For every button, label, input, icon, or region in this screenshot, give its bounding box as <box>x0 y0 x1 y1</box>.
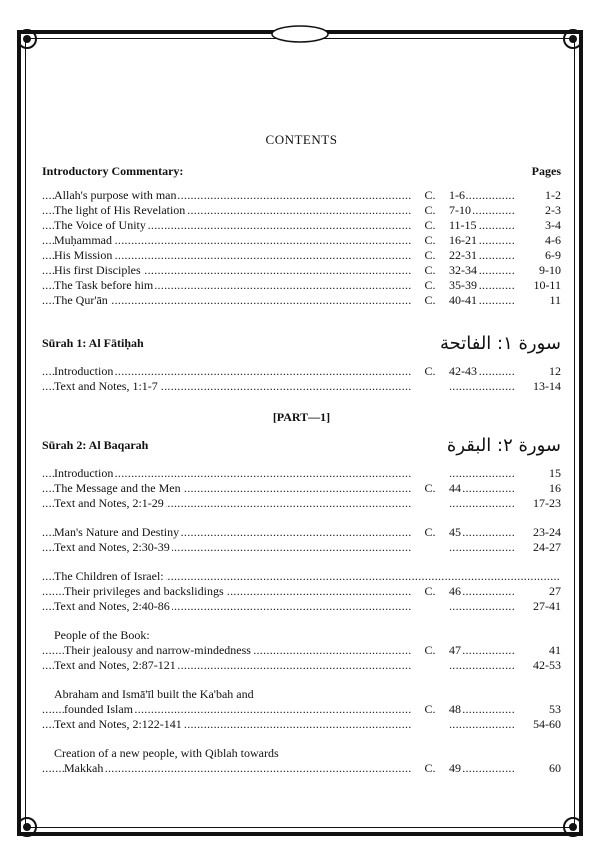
commentary-ref-text: 42-43 <box>449 364 477 378</box>
toc-entry-label: Allah's purpose with man <box>54 188 177 202</box>
toc-entry <box>42 540 561 555</box>
toc-entry-label: The Message and the Men <box>54 481 181 495</box>
commentary-marker: C. <box>424 525 436 539</box>
corner-ornament-icon <box>14 814 40 840</box>
toc-entry <box>42 188 561 203</box>
toc-entry-label: Muḥammad <box>54 233 112 247</box>
commentary-ref <box>449 203 515 218</box>
commentary-ref-text: 22-31 <box>449 248 477 262</box>
toc-entry <box>42 233 561 248</box>
toc-entry <box>42 481 561 496</box>
surah1-heading: Sūrah 1: Al Fātiḥah <box>42 335 144 350</box>
toc-entry <box>42 658 561 673</box>
commentary-ref <box>449 496 515 511</box>
page-number: 53 <box>549 702 561 716</box>
commentary-marker: C. <box>424 293 436 307</box>
page-number: 16 <box>549 481 561 495</box>
page-number: 60 <box>549 761 561 775</box>
page-number: 11 <box>549 293 561 307</box>
commentary-ref-text: 49 <box>449 761 461 775</box>
toc-entry <box>42 643 561 658</box>
page-number: 23-24 <box>533 525 561 539</box>
commentary-ref <box>449 379 515 394</box>
page-number: 12 <box>549 364 561 378</box>
toc-entry-label: Text and Notes, 2:122-141 <box>54 717 182 731</box>
commentary-ref <box>449 364 515 379</box>
toc-entry-label: His first Disciples <box>54 263 141 277</box>
toc-entry <box>42 628 561 643</box>
toc-entry-label: Makkah <box>64 761 104 775</box>
surah1-header <box>42 330 561 356</box>
commentary-ref <box>449 702 515 717</box>
toc-entry <box>42 263 561 278</box>
surah2-header <box>42 432 561 458</box>
toc-entry <box>42 717 561 732</box>
commentary-marker: C. <box>424 248 436 262</box>
pages-label: Pages <box>531 164 561 178</box>
page-number: 15 <box>549 466 561 480</box>
commentary-marker: C. <box>424 203 436 217</box>
commentary-ref-text: 47 <box>449 643 461 657</box>
page-number: 4-6 <box>545 233 561 247</box>
toc-entry-label: Text and Notes, 2:40-86 <box>54 599 170 613</box>
commentary-ref <box>449 584 515 599</box>
corner-ornament-icon <box>560 814 586 840</box>
toc-entry-label: The Voice of Unity <box>54 218 146 232</box>
intro-header <box>42 162 561 180</box>
toc-entry <box>42 525 561 540</box>
surah1-arabic: سورة ١: الفاتحة <box>439 332 561 354</box>
commentary-marker: C. <box>424 702 436 716</box>
surah2-arabic: سورة ٢: البقرة <box>446 434 561 456</box>
page-number: 13-14 <box>533 379 561 393</box>
commentary-ref <box>449 761 515 776</box>
commentary-marker: C. <box>424 218 436 232</box>
commentary-marker: C. <box>424 643 436 657</box>
toc-entry <box>42 278 561 293</box>
commentary-ref-text <box>449 540 450 554</box>
commentary-ref <box>449 643 515 658</box>
toc-entry-label: Text and Notes, 2:1-29 <box>54 496 164 510</box>
page-number: 42-53 <box>533 658 561 672</box>
toc-entry <box>42 293 561 308</box>
page-number: 10-11 <box>533 278 561 292</box>
commentary-ref-text: 1-6 <box>449 188 465 202</box>
commentary-ref-text: 11-15 <box>449 218 477 232</box>
toc-entry-label: The Children of Israel: <box>54 569 164 583</box>
page-title: CONTENTS <box>265 132 338 147</box>
commentary-ref <box>449 599 515 614</box>
commentary-marker: C. <box>424 584 436 598</box>
commentary-marker: C. <box>424 364 436 378</box>
commentary-ref <box>449 248 515 263</box>
corner-ornament-icon <box>14 26 40 52</box>
toc-entry-label: His Mission <box>54 248 113 262</box>
toc-entry-label: Their privileges and backslidings <box>64 584 224 598</box>
commentary-ref <box>449 278 515 293</box>
page-number: 3-4 <box>545 218 561 232</box>
toc-entry <box>42 218 561 233</box>
commentary-ref-text: 16-21 <box>449 233 477 247</box>
commentary-ref <box>449 263 515 278</box>
commentary-ref <box>449 717 515 732</box>
commentary-marker: C. <box>424 481 436 495</box>
toc-entry-label: Text and Notes, 2:87-121 <box>54 658 176 672</box>
top-ornament-icon <box>270 24 330 44</box>
commentary-ref-text: 32-34 <box>449 263 477 277</box>
toc-entry <box>42 364 561 379</box>
intro-list <box>42 188 561 308</box>
commentary-marker: C. <box>424 188 436 202</box>
surah1-list <box>42 364 561 394</box>
page-number: 1-2 <box>545 188 561 202</box>
commentary-ref-text: 35-39 <box>449 278 477 292</box>
intro-heading: Introductory Commentary: <box>42 164 184 178</box>
part-label: [PART—1] <box>272 410 331 424</box>
commentary-ref <box>449 481 515 496</box>
toc-entry <box>42 599 561 614</box>
commentary-marker: C. <box>424 233 436 247</box>
toc-entry-label: Introduction <box>54 364 114 378</box>
toc-entry <box>42 687 561 702</box>
page-number: 2-3 <box>545 203 561 217</box>
commentary-ref-text: 45 <box>449 525 461 539</box>
toc-entry-label: The Task before him <box>54 278 154 292</box>
page-number: 17-23 <box>533 496 561 510</box>
commentary-ref-text: 44 <box>449 481 461 495</box>
commentary-marker: C. <box>424 263 436 277</box>
commentary-ref <box>449 218 515 233</box>
page-number: 27-41 <box>533 599 561 613</box>
page-number: 9-10 <box>539 263 561 277</box>
toc-entry <box>42 702 561 717</box>
toc-entry-label: Text and Notes, 2:30-39 <box>54 540 170 554</box>
commentary-ref <box>449 233 515 248</box>
commentary-ref <box>449 540 515 555</box>
toc-entry <box>42 466 561 481</box>
toc-entry <box>42 379 561 394</box>
commentary-marker: C. <box>424 278 436 292</box>
commentary-ref <box>449 658 515 673</box>
commentary-ref <box>449 525 515 540</box>
page-number: 54-60 <box>533 717 561 731</box>
toc-entry-label: Text and Notes, 1:1-7 <box>54 379 158 393</box>
commentary-ref <box>449 188 515 203</box>
toc-entry <box>42 496 561 511</box>
commentary-ref-text <box>449 379 450 393</box>
page-number: 27 <box>549 584 561 598</box>
toc-entry-label: The Qur'ān <box>54 293 108 307</box>
commentary-ref-text <box>449 717 450 731</box>
toc-entry <box>42 203 561 218</box>
page-number: 41 <box>549 643 561 657</box>
surah2-heading: Sūrah 2: Al Baqarah <box>42 437 149 452</box>
toc-entry-label: The light of His Revelation <box>54 203 186 217</box>
page-number: 6-9 <box>545 248 561 262</box>
commentary-ref-text: 48 <box>449 702 461 716</box>
surah2-list <box>42 466 561 776</box>
toc-entry <box>42 761 561 776</box>
toc-entry <box>42 746 561 761</box>
toc-entry-label: Abraham and Ismā'īl built the Ka'bah and <box>54 687 254 701</box>
toc-entry <box>42 584 561 599</box>
toc-entry-label: Creation of a new people, with Qiblah towards <box>54 746 279 760</box>
commentary-ref-text <box>449 658 450 672</box>
toc-entry <box>42 569 561 584</box>
page-number: 24-27 <box>533 540 561 554</box>
toc-entry-label: People of the Book: <box>54 628 150 642</box>
commentary-marker: C. <box>424 761 436 775</box>
toc-entry <box>42 248 561 263</box>
commentary-ref-text <box>449 599 450 613</box>
toc-entry-label: Introduction <box>54 466 114 480</box>
commentary-ref <box>449 466 515 481</box>
commentary-ref-text: 40-41 <box>449 293 477 307</box>
toc-entry-label: founded Islam <box>64 702 133 716</box>
commentary-ref-text: 7-10 <box>449 203 471 217</box>
commentary-ref <box>449 293 515 308</box>
toc-entry-label: Their jealousy and narrow-mindedness <box>64 643 251 657</box>
commentary-ref-text <box>449 466 450 480</box>
commentary-ref-text <box>449 496 450 510</box>
corner-ornament-icon <box>560 26 586 52</box>
toc-entry-label: Man's Nature and Destiny <box>54 525 180 539</box>
contents-page <box>42 130 561 776</box>
commentary-ref-text: 46 <box>449 584 461 598</box>
